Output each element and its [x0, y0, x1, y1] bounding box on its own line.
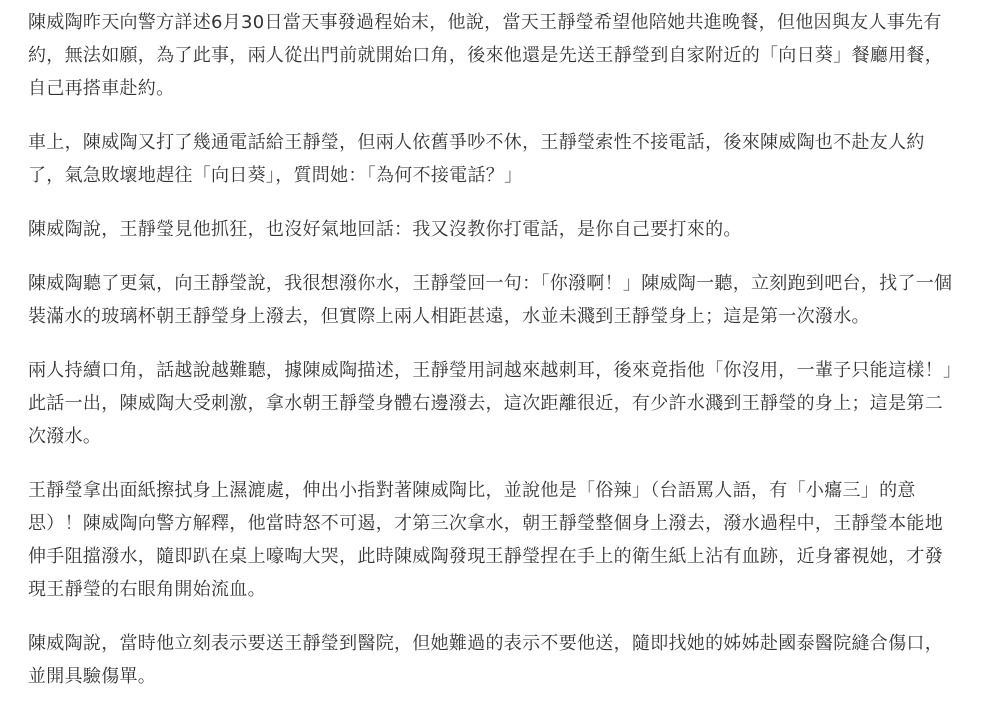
article-paragraph-2: 車上，陳威陶又打了幾通電話給王靜瑩，但兩人依舊爭吵不休，王靜瑩索性不接電話，後來陳威陶也不赴友人約了，氣急敗壞地趕往「向日葵」，質問她：「為何不接電話？」 — [28, 132, 925, 186]
article-paragraph-3: 陳威陶說，王靜瑩見他抓狂，也沒好氣地回話：我又沒教你打電話，是你自己要打來的。 — [28, 219, 742, 240]
article-paragraph-4: 陳威陶聽了更氣，向王靜瑩說，我很想潑你水，王靜瑩回一句：「你潑啊！」陳威陶一聽，立刻跑到吧台，找了一個裝滿水的玻璃杯朝王靜瑩身上潑去，但實際上兩人相距甚遠，水並未濺到王靜瑩身上；這是第一次潑水。 — [28, 273, 953, 327]
article-paragraph-7: 陳威陶說，當時他立刻表示要送王靜瑩到醫院，但她難過的表示不要他送，隨即找她的姊姊赴國泰醫院縫合傷口，並開具驗傷單。 — [28, 633, 943, 687]
article-paragraph-6: 王靜瑩拿出面紙擦拭身上濕漉處，伸出小指對著陳威陶比，並說他是「俗辣」（台語罵人語，有「小癟三」的意思）！陳威陶向警方解釋，他當時怒不可遏，才第三次拿水，朝王靜瑩整個身上潑去，潑水過程中，王靜瑩本能地伸手阻擋潑水，隨即趴在桌上嚎啕大哭，此時陳威陶發現王靜瑩捏在手上的衛生紙上沾有血跡，近身審視她，才發現王靜瑩的右眼角開始流血。 — [28, 480, 943, 600]
article-paragraph-5: 兩人持續口角，話越說越難聽，據陳威陶描述，王靜瑩用詞越來越刺耳，後來竟指他「你沒用，一輩子只能這樣！」此話一出，陳威陶大受刺激，拿水朝王靜瑩身體右邊潑去，這次距離很近，有少許水濺到王靜瑩的身上；這是第二次潑水。 — [28, 360, 953, 447]
article-body — [28, 6, 960, 693]
article-paragraph-1: 陳威陶昨天向警方詳述6月30日當天事發過程始末，他說，當天王靜瑩希望他陪她共進晚餐，但他因與友人事先有約，無法如願，為了此事，兩人從出門前就開始口角，後來他還是先送王靜瑩到自家附近的「向日葵」餐廳用餐，自己再搭車赴約。 — [28, 12, 943, 99]
